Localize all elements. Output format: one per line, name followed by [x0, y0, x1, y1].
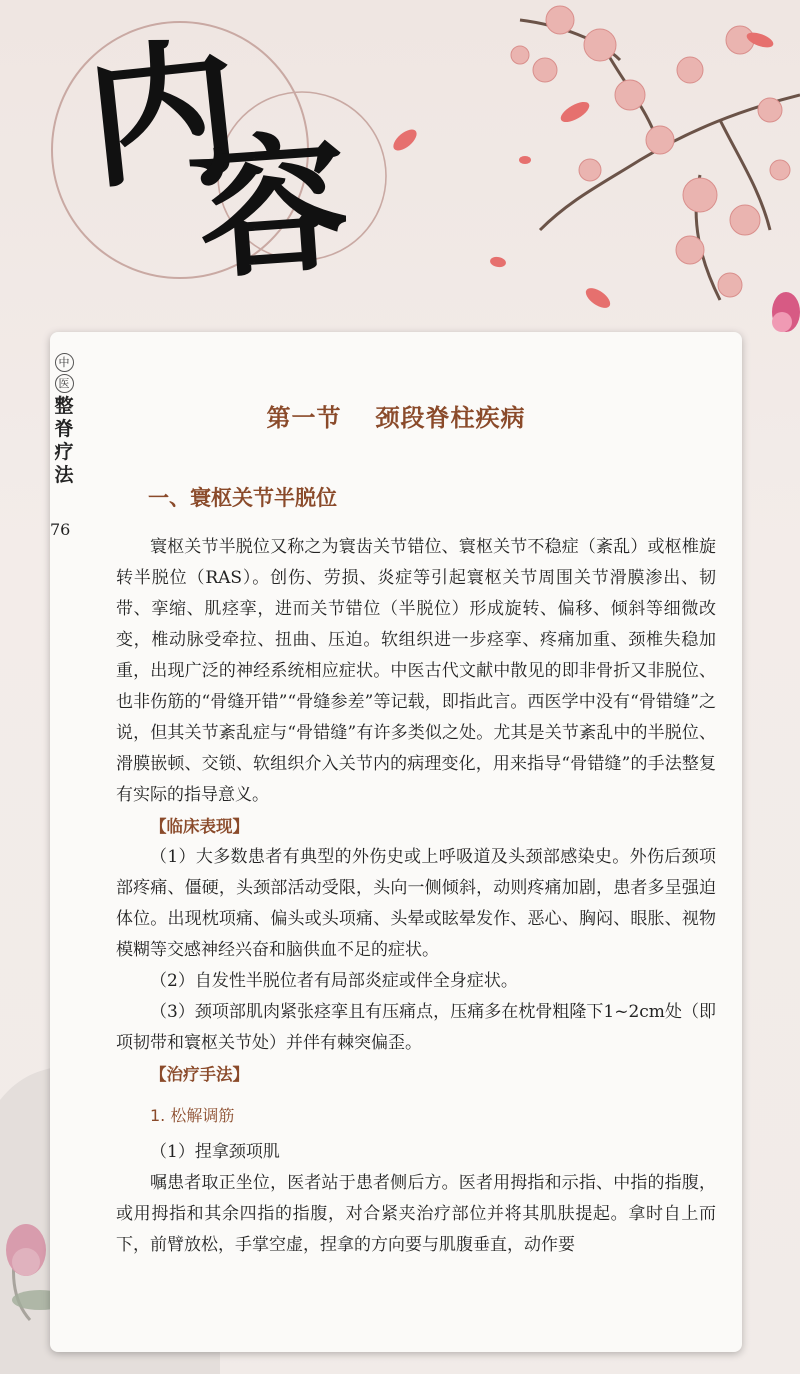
intro-paragraph: 寰枢关节半脱位又称之为寰齿关节错位、寰枢关节不稳症（紊乱）或枢椎旋转半脱位（RAS）。创伤、劳损、炎症等引起寰枢关节周围关节滑膜渗出、韧带、挛缩、肌痉挛，进而关节错位（半脱位）形成旋转、偏移、倾斜等细微改变，椎动脉受牵拉、扭曲、压迫。软组织进一步痉挛、疼痛加重、颈椎失稳加重，出现广泛的神经系统相应症状。中医古代文献中散见的即非骨折又非脱位、也非伤筋的“骨缝开错”“骨缝参差”等记载，即指此言。西医学中没有“骨错缝”之说，但其关节紊乱症与“骨错缝”有许多类似之处。尤其是关节紊乱中的半脱位、滑膜嵌顿、交锁、软组织介入关节内的病理变化，用来指导“骨错缝”的手法整复有实际的指导意义。 — [116, 537, 716, 805]
sidebar-title-char-1: 整 — [54, 395, 74, 417]
page-number: 76 — [50, 520, 71, 539]
sidebar-title-char-4: 法 — [54, 464, 74, 486]
sidebar-badge-1: 中 — [55, 353, 74, 372]
treatment-tag: 【治疗手法】 — [150, 1065, 249, 1084]
body-text — [116, 532, 716, 1261]
hero-char-1: 内 — [79, 19, 247, 211]
clinical-item-1: （1）大多数患者有典型的外伤史或上呼吸道及头颈部感染史。外伤后颈项部疼痛、僵硬，头颈部活动受限，头向一侧倾斜，动则疼痛加剧，患者多呈强迫体位。出现枕项痛、偏头或头项痛、头晕或眩晕发作、恶心、胸闷、眼胀、视物模糊等交感神经兴奋和脑供血不足的症状。 — [116, 847, 716, 960]
section-title — [50, 398, 742, 433]
blossom-branch-icon — [520, 20, 800, 300]
subsection-heading: 一、寰枢关节半脱位 — [148, 485, 337, 510]
clinical-item-2: （2）自发性半脱位者有局部炎症或伴全身症状。 — [150, 971, 518, 991]
sidebar-title-char-3: 疗 — [54, 441, 74, 463]
hero-title — [79, 19, 388, 301]
blossom-flowers-icon — [511, 6, 790, 297]
lotus-right-icon — [772, 292, 800, 332]
clinical-tag: 【临床表现】 — [150, 817, 249, 836]
clinical-item-3: （3）颈项部肌肉紧张痉挛且有压痛点，压痛多在枕骨粗隆下1~2cm处（即项韧带和寰枢关节处）并伴有棘突偏歪。 — [116, 1002, 716, 1053]
hero-char-2: 容 — [192, 113, 354, 301]
section-title-left: 第一节 — [266, 403, 342, 432]
sidebar-title-char-2: 脊 — [54, 418, 74, 440]
treatment-step-1: （1）捏拿颈项肌 — [150, 1142, 280, 1162]
treatment-subheading: 1. 松解调筋 — [150, 1106, 235, 1125]
book-page — [50, 332, 742, 1352]
sidebar-badge-2: 医 — [55, 374, 74, 393]
treatment-step-1-text: 嘱患者取正坐位，医者站于患者侧后方。医者用拇指和示指、中指的指腹，或用拇指和其余四指的指腹，对合紧夹治疗部位并将其肌肤提起。拿时自上而下，前臂放松，手掌空虚，捏拿的方向要与肌腹垂直，动作要 — [116, 1173, 716, 1255]
section-title-right: 颈段脊柱疾病 — [375, 403, 526, 432]
